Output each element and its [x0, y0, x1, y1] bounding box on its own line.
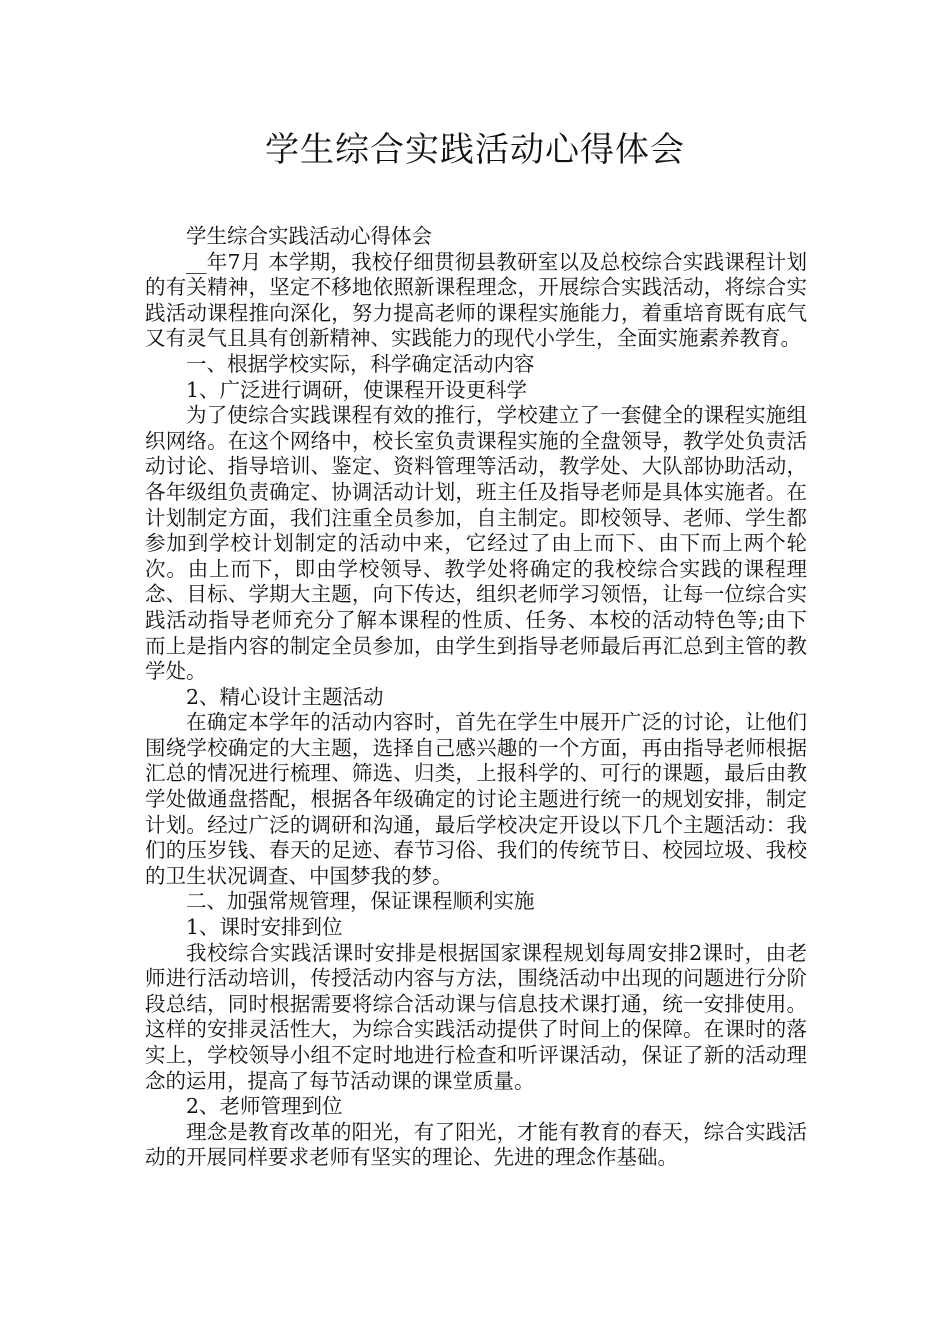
- paragraph: __年7月 本学期，我校仔细贯彻县教研室以及总校综合实践课程计划的有关精神，坚定不移地依照新课程理念，开展综合实践活动，将综合实践活动课程推向深化，努力提高老师的课程实施能力，着重培育既有底气又有灵气且具有创新精神、实践能力的现代小学生，全面实施素养教育。: [145, 249, 807, 351]
- section-heading: 二、加强常规管理，保证课程顺利实施: [186, 889, 535, 914]
- paragraph: 学生综合实践活动心得体会: [186, 224, 432, 248]
- paragraph: 我校综合实践活课时安排是根据国家课程规划每周安排2课时，由老师进行活动培训，传授活动内容与方法，围绕活动中出现的问题进行分阶段总结，同时根据需要将综合活动课与信息技术课打通，统一安排使用。这样的安排灵活性大，为综合实践活动提供了时间上的保障。在课时的落实上，学校领导小组不定时地进行检查和听评课活动，保证了新的活动理念的运用，提高了每节活动课的课堂质量。: [145, 940, 807, 1093]
- document-body: [145, 224, 807, 1171]
- section-heading: 一、根据学校实际，科学确定活动内容: [186, 351, 535, 376]
- subsection-heading: 1、课时安排到位: [186, 915, 343, 940]
- paragraph: 理念是教育改革的阳光，有了阳光，才能有教育的春天，综合实践活动的开展同样要求老师有坚实的理论、先进的理念作基础。: [145, 1119, 807, 1170]
- subsection-heading: 2、精心设计主题活动: [186, 684, 384, 709]
- subsection-heading: 1、广泛进行调研，使课程开设更科学: [186, 377, 528, 402]
- paragraph: 在确定本学年的活动内容时，首先在学生中展开广泛的讨论，让他们围绕学校确定的大主题，选择自己感兴趣的一个方面，再由指导老师根据汇总的情况进行梳理、筛选、归类，上报科学的、可行的课题，最后由教学处做通盘搭配，根据各年级确定的讨论主题进行统一的规划安排，制定计划。经过广泛的调研和沟通，最后学校决定开设以下几个主题活动：我们的压岁钱、春天的足迹、春节习俗、我们的传统节日、校园垃圾、我校的卫生状况调查、中国梦我的梦。: [145, 710, 807, 888]
- paragraph: 为了使综合实践课程有效的推行，学校建立了一套健全的课程实施组织网络。在这个网络中，校长室负责课程实施的全盘领导，教学处负责活动讨论、指导培训、鉴定、资料管理等活动，教学处、大队部协助活动，各年级组负责确定、协调活动计划，班主任及指导老师是具体实施者。在计划制定方面，我们注重全员参加，自主制定。即校领导、老师、学生都参加到学校计划制定的活动中来，它经过了由上而下、由下而上两个轮次。由上而下，即由学校领导、教学处将确定的我校综合实践的课程理念、目标、学期大主题，向下传达，组织老师学习领悟，让每一位综合实践活动指导老师充分了解本课程的性质、任务、本校的活动特色等;由下而上是指内容的制定全员参加，由学生到指导老师最后再汇总到主管的教学处。: [145, 403, 807, 684]
- subsection-heading: 2、老师管理到位: [186, 1094, 343, 1119]
- document-title: 学生综合实践活动心得体会: [265, 130, 685, 170]
